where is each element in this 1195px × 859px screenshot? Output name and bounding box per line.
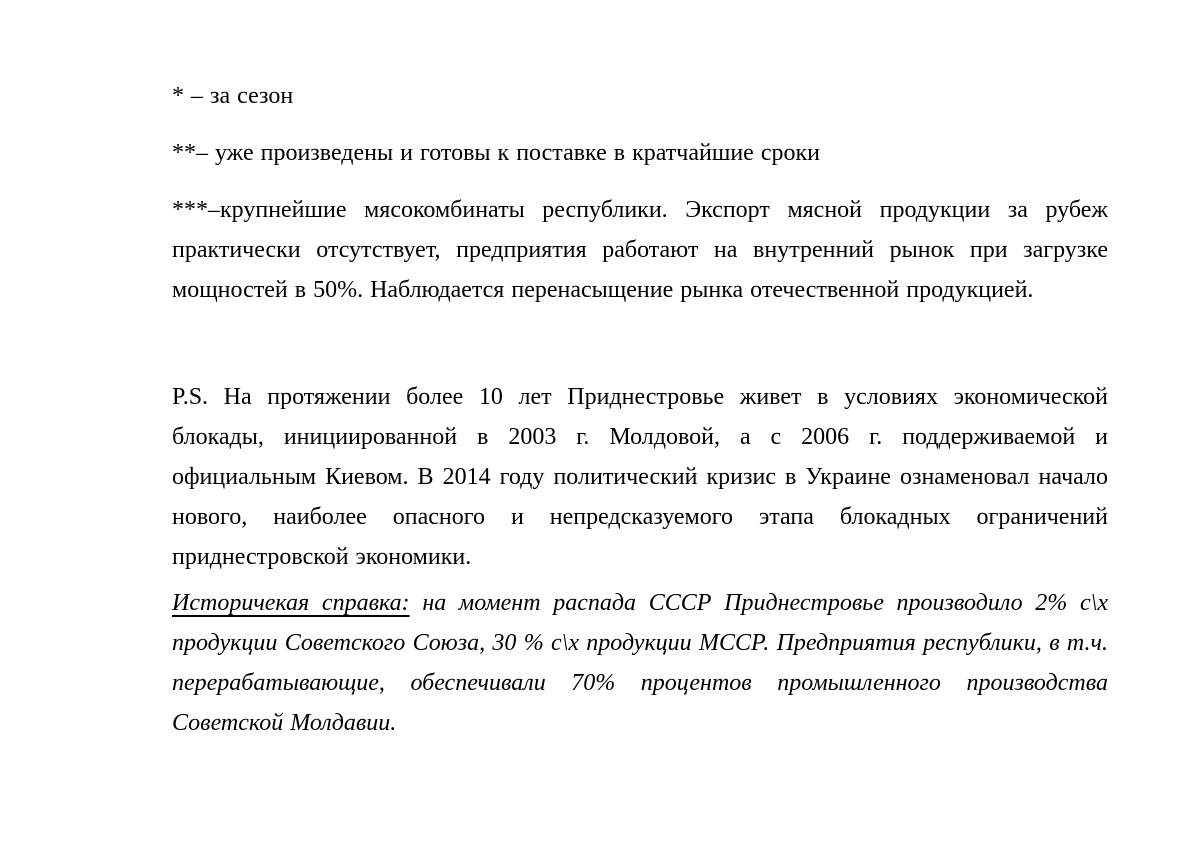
footnote-meat-plants: ***–крупнейшие мясокомбинаты республики. Экспорт мясной продукции за рубеж практически отсутствует, предприятия работают на внутренний рынок при загрузке мощностей в 50%. Наблюдается перенасыщение рынка отечественной продукцией. xyxy=(172,197,1108,303)
footnote-ready-for-delivery: **– уже произведены и готовы к поставке в кратчайшие сроки xyxy=(172,140,820,166)
document-text-block xyxy=(172,76,1108,743)
historical-note-lead: Историчекая справка: xyxy=(172,590,410,616)
historical-note xyxy=(172,583,1108,743)
postscript-paragraph: P.S. На протяжении более 10 лет Приднестровье живет в условиях экономической блокады, инициированной в 2003 г. Молдовой, а с 2006 г. поддерживаемой и официальным Киевом. В 2014 году политический кризис в Украине ознаменовал начало нового, наиболее опасного и непредсказуемого этапа блокадных ограничений приднестровской экономики. xyxy=(172,384,1108,570)
historical-note-body: на момент распада СССР Приднестровье производило 2% с\х продукции Советского Союза, 30 % с\х продукции МССР. Предприятия республики, в т.ч. перерабатывающие, обеспечивали 70% процентов промышленного производства Советской Молдавии. xyxy=(172,590,1108,736)
footnote-season: * – за сезон xyxy=(172,83,294,109)
